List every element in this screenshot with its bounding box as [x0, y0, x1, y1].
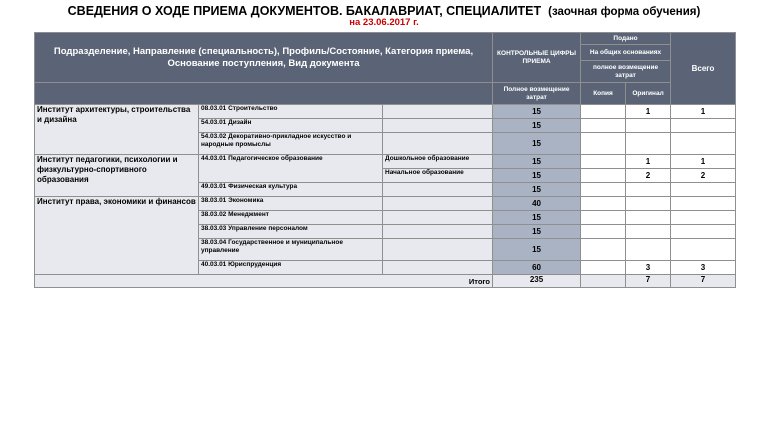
- table-row: [35, 197, 736, 211]
- plan-value: 15: [493, 169, 581, 183]
- report-title-form: (заочная форма обучения): [548, 6, 701, 18]
- original-value: [626, 133, 671, 155]
- header-original: Оригинал: [626, 83, 671, 105]
- plan-value: 15: [493, 155, 581, 169]
- copy-value: [581, 211, 626, 225]
- profile-name: [383, 119, 493, 133]
- plan-value: 15: [493, 119, 581, 133]
- header-plan: КОНТРОЛЬНЫЕ ЦИФРЫ ПРИЕМА: [493, 33, 581, 83]
- copy-value: [581, 105, 626, 119]
- report-date: на 23.06.2017 г.: [349, 17, 419, 28]
- header-plan-sub: Полное возмещение затрат: [493, 83, 581, 105]
- direction-name: 44.03.01 Педагогическое образование: [199, 155, 383, 183]
- original-value: 2: [626, 169, 671, 183]
- table-row: [35, 155, 736, 169]
- copy-value: [581, 119, 626, 133]
- plan-value: 15: [493, 105, 581, 119]
- plan-value: 15: [493, 239, 581, 261]
- totals-copy: [581, 275, 626, 288]
- copy-value: [581, 261, 626, 275]
- plan-value: 15: [493, 225, 581, 239]
- copy-value: [581, 239, 626, 261]
- report-title: [0, 4, 768, 18]
- direction-name: 38.03.04 Государственное и муниципальное управление: [199, 239, 383, 261]
- totals-plan: 235: [493, 275, 581, 288]
- copy-value: [581, 133, 626, 155]
- total-value: [671, 239, 736, 261]
- total-value: 3: [671, 261, 736, 275]
- totals-original: 7: [626, 275, 671, 288]
- header-main: Подразделение, Направление (специальность), Профиль/Состояние, Категория приема, Основание поступления, Вид документа: [35, 33, 493, 83]
- copy-value: [581, 169, 626, 183]
- totals-row: [35, 275, 736, 288]
- profile-name: Начальное образование: [383, 169, 493, 183]
- plan-value: 15: [493, 211, 581, 225]
- profile-name: [383, 239, 493, 261]
- original-value: 1: [626, 155, 671, 169]
- total-value: [671, 133, 736, 155]
- direction-name: 38.03.02 Менеджмент: [199, 211, 383, 225]
- total-value: 2: [671, 169, 736, 183]
- header-main-filler: [35, 83, 493, 105]
- plan-value: 60: [493, 261, 581, 275]
- header-full-reimbursement: полное возмещение затрат: [581, 61, 671, 83]
- direction-name: 54.03.02 Декоративно-прикладное искусство и народные промыслы: [199, 133, 383, 155]
- original-value: [626, 225, 671, 239]
- profile-name: [383, 183, 493, 197]
- plan-value: 15: [493, 133, 581, 155]
- total-value: 1: [671, 155, 736, 169]
- total-value: [671, 119, 736, 133]
- header-copy: Копия: [581, 83, 626, 105]
- original-value: 1: [626, 105, 671, 119]
- direction-name: 08.03.01 Строительство: [199, 105, 383, 119]
- direction-name: 38.03.01 Экономика: [199, 197, 383, 211]
- original-value: [626, 211, 671, 225]
- totals-label: Итого: [35, 275, 493, 288]
- profile-name: [383, 105, 493, 119]
- copy-value: [581, 225, 626, 239]
- institute-name: Институт архитектуры, строительства и дизайна: [35, 105, 199, 155]
- direction-name: 49.03.01 Физическая культура: [199, 183, 383, 197]
- institute-name: Институт права, экономики и финансов: [35, 197, 199, 275]
- direction-name: 40.03.01 Юриспруденция: [199, 261, 383, 275]
- copy-value: [581, 155, 626, 169]
- plan-value: 40: [493, 197, 581, 211]
- header-total: Всего: [671, 33, 736, 105]
- total-value: [671, 197, 736, 211]
- institute-name: Институт педагогики, психологии и физкультурно-спортивного образования: [35, 155, 199, 197]
- profile-name: [383, 133, 493, 155]
- copy-value: [581, 183, 626, 197]
- profile-name: [383, 197, 493, 211]
- plan-value: 15: [493, 183, 581, 197]
- direction-name: 54.03.01 Дизайн: [199, 119, 383, 133]
- original-value: [626, 197, 671, 211]
- admission-table: [34, 32, 736, 288]
- table-row: [35, 105, 736, 119]
- header-submitted: Подано: [581, 33, 671, 45]
- profile-name: [383, 261, 493, 275]
- original-value: [626, 183, 671, 197]
- total-value: 1: [671, 105, 736, 119]
- direction-name: 38.03.03 Управление персоналом: [199, 225, 383, 239]
- total-value: [671, 225, 736, 239]
- original-value: [626, 119, 671, 133]
- report-title-main: СВЕДЕНИЯ О ХОДЕ ПРИЕМА ДОКУМЕНТОВ. БАКАЛАВРИАТ, СПЕЦИАЛИТЕТ: [67, 4, 542, 18]
- total-value: [671, 183, 736, 197]
- profile-name: Дошкольное образование: [383, 155, 493, 169]
- profile-name: [383, 211, 493, 225]
- totals-total: 7: [671, 275, 736, 288]
- copy-value: [581, 197, 626, 211]
- profile-name: [383, 225, 493, 239]
- total-value: [671, 211, 736, 225]
- original-value: [626, 239, 671, 261]
- header-general-basis: На общих основаниях: [581, 45, 671, 61]
- original-value: 3: [626, 261, 671, 275]
